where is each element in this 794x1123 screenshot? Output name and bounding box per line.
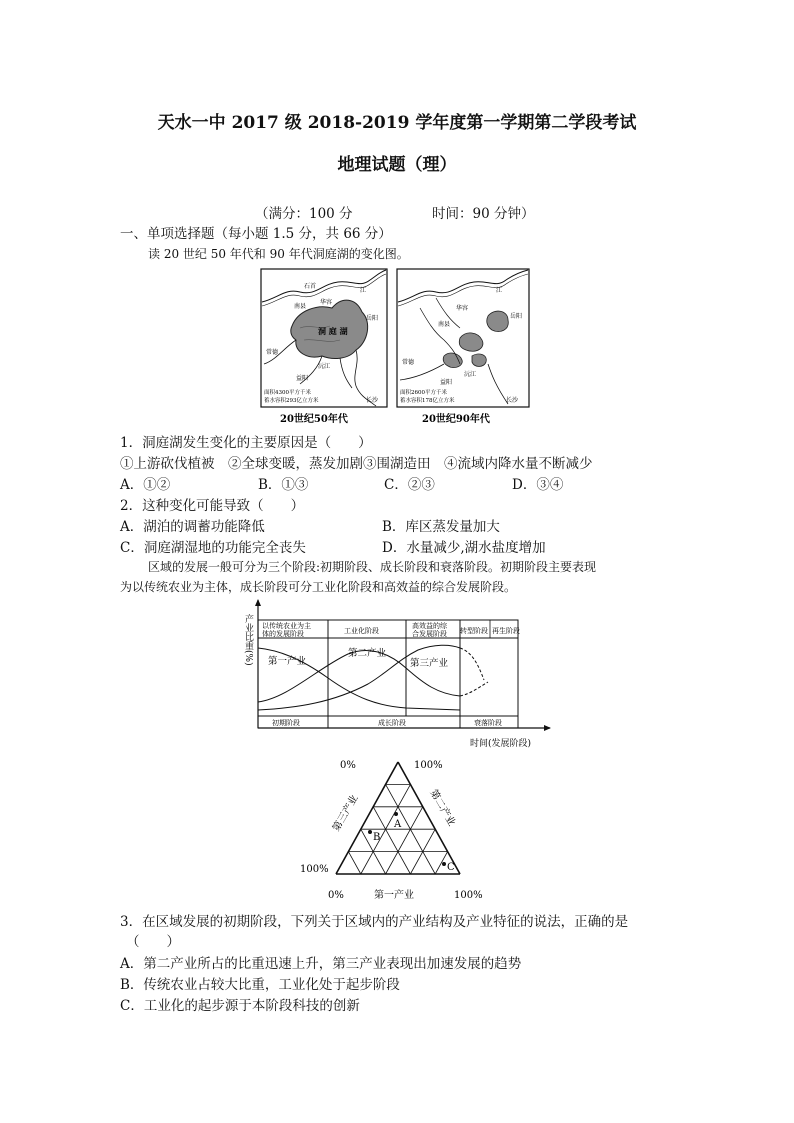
point-c-dot	[442, 862, 446, 866]
q3-stem: 3．在区域发展的初期阶段，下列关于区域内的产业结构及产业特征的说法，正确的是	[120, 914, 629, 930]
q1-option-b: B．①③	[258, 477, 309, 493]
left-note-area: 面积4300平方千米	[264, 390, 311, 396]
y-axis-label: 产业比重(%)	[243, 614, 253, 666]
stage-intro-line2: 为以传统农业为主体，成长阶段可分工业化阶段和高效益的综合发展阶段。	[120, 580, 517, 594]
tri-top-right-label: 100%	[414, 760, 443, 771]
right-place-yuanjiang: 沅江	[464, 371, 477, 378]
left-place-nanxian: 南县	[294, 303, 307, 310]
left-place-yiyang: 益阳	[296, 375, 309, 382]
right-place-nanxian: 南县	[438, 321, 451, 328]
left-place-huarong: 华容	[320, 299, 333, 306]
q2-option-d: D．水量减少,湖水盐度增加	[382, 540, 546, 556]
bottom-decline-stage: 衰落阶段	[474, 719, 502, 727]
right-place-jiang: 江	[496, 287, 503, 294]
time-info: 时间：90 分钟）	[432, 206, 535, 222]
section-heading: 一、单项选择题（每小题 1.5 分，共 66 分）	[120, 226, 392, 242]
tri-top-left-label: 0%	[340, 760, 356, 771]
page-title: 天水一中 2017 级 2018-2019 学年度第一学期第二学段考试	[157, 113, 637, 133]
top-cell-transform: 转型阶段	[460, 627, 488, 635]
page-subtitle: 地理试题（理）	[337, 155, 457, 175]
top-cell-regenerate: 再生阶段	[492, 627, 520, 635]
point-b-label: B	[373, 832, 381, 843]
q3-paren: （ ）	[126, 934, 180, 950]
left-place-shishou: 石首	[304, 283, 317, 290]
top-cell-efficient-a: 高效益的综	[412, 622, 447, 630]
x-axis-label: 时间(发展阶段)	[470, 739, 532, 749]
stage-intro-line1: 区域的发展一般可分为三个阶段:初期阶段、成长阶段和衰落阶段。初期阶段主要表现	[148, 560, 597, 574]
q2-option-c: C．洞庭湖湿地的功能完全丧失	[120, 540, 306, 556]
right-note-volume: 蓄水容积178亿立方米	[400, 398, 455, 404]
tri-left-bottom-label: 100%	[300, 864, 329, 875]
q2-option-b: B．库区蒸发量加大	[382, 519, 500, 535]
q1-option-c: C．②③	[384, 477, 435, 493]
point-c-label: C	[447, 862, 455, 873]
q2-stem: 2．这种变化可能导致（ ）	[120, 498, 305, 514]
bottom-growth-stage: 成长阶段	[378, 719, 406, 727]
left-place-changde: 常德	[266, 349, 279, 356]
right-place-yueyang: 岳阳	[510, 313, 523, 320]
top-cell-traditional-a: 以传统农业为主	[262, 622, 311, 630]
q3-option-b: B．传统农业占较大比重，工业化处于起步阶段	[120, 977, 400, 993]
tri-bottom-right-label: 100%	[454, 890, 483, 901]
left-place-changsha: 长沙	[366, 397, 379, 404]
left-lake-label: 洞 庭 湖	[318, 326, 348, 336]
score-info: （满分：100 分	[255, 206, 353, 222]
left-note-volume: 蓄水容积293亿立方米	[264, 398, 319, 404]
q3-option-a: A．第二产业所占的比重迅速上升，第三产业表现出加速发展的趋势	[120, 956, 522, 972]
top-cell-efficient-b: 合发展阶段	[412, 630, 447, 638]
curve-secondary-label: 第二产业	[348, 648, 387, 659]
top-cell-traditional-b: 体的发展阶段	[262, 630, 304, 638]
right-place-huarong: 华容	[456, 305, 469, 312]
point-b-dot	[368, 830, 372, 834]
tri-right-axis-label: 第二产业	[427, 788, 457, 829]
right-place-yiyang: 益阳	[440, 379, 453, 386]
q2-option-a: A．湖泊的调蓄功能降低	[120, 519, 265, 535]
bottom-initial-stage: 初期阶段	[272, 719, 300, 727]
q1-option-d: D．③④	[512, 477, 564, 493]
tri-bottom-left-label: 0%	[328, 890, 344, 901]
curve-tertiary-label: 第三产业	[410, 658, 449, 669]
map-intro: 读 20 世纪 50 年代和 90 年代洞庭湖的变化图。	[148, 247, 409, 261]
left-map-caption: 20世纪50年代	[280, 414, 348, 425]
right-place-changsha: 长沙	[506, 397, 519, 404]
triangle-grid	[336, 762, 460, 874]
tri-left-axis-label: 第三产业	[331, 793, 361, 834]
q1-stem: 1．洞庭湖发生变化的主要原因是（ ）	[120, 435, 372, 451]
q1-option-a: A．①②	[120, 477, 171, 493]
development-stage-diagram	[238, 598, 554, 750]
q1-options-line: ①上游砍伐植被 ②全球变暖，蒸发加剧③围湖造田 ④流域内降水量不断减少	[120, 456, 593, 472]
right-place-changde: 常德	[402, 359, 415, 366]
left-place-yueyang: 岳阳	[366, 315, 379, 322]
left-place-jiang: 江	[360, 287, 367, 294]
point-a-dot	[394, 812, 398, 816]
tri-bottom-axis-label: 第一产业	[374, 890, 414, 901]
point-a-label: A	[394, 819, 402, 830]
right-note-area: 面积2600平方千米	[400, 390, 447, 396]
left-place-yuanjiang: 沅江	[318, 363, 331, 370]
top-cell-industrial: 工业化阶段	[344, 627, 379, 635]
right-map-caption: 20世纪90年代	[422, 414, 490, 425]
dongting-lake-maps	[260, 268, 532, 426]
industry-structure-triangle	[298, 752, 498, 902]
q3-option-c: C．工业化的起步源于本阶段科技的创新	[120, 998, 360, 1014]
curve-primary-label: 第一产业	[268, 656, 307, 667]
